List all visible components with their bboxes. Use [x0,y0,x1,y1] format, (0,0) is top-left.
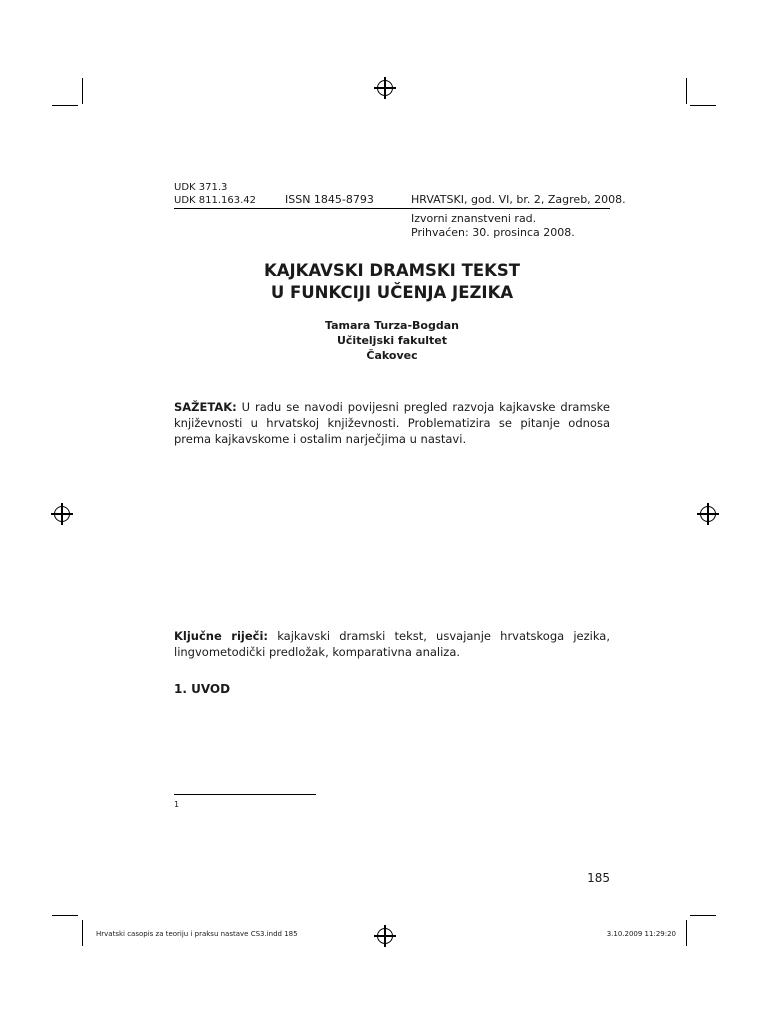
keywords-label: Ključne riječi: [174,629,269,643]
footnote-rule [174,794,316,795]
article-title [174,260,610,304]
title-line: U FUNKCIJI UČENJA JEZIKA [270,283,514,302]
registration-mark-icon [54,506,70,522]
abstract-text: U radu se navodi povijesni pregled razvoja kajkavske dramske književnosti u hrvatskoj književnosti. Problematizira se pitanje odnosa prema kajkavskome i ostalim narječjima u nastavi. [174,400,610,447]
registration-mark-icon [377,80,393,96]
author-name: Tamara Turza-Bogdan [325,319,459,332]
abstract [174,399,610,447]
section-heading: 1. UVOD [174,682,231,696]
crop-mark [82,920,83,946]
title-line: KAJKAVSKI DRAMSKI TEKST [263,261,521,280]
footnote-marker: 1 [174,800,180,809]
crop-mark [690,915,716,916]
keywords-text: kajkavski dramski tekst, usvajanje hrvatskoga jezika, lingvometodički predložak, komparativna analiza. [174,629,610,660]
accepted-date: Prihvaćen: 30. prosinca 2008. [411,226,575,239]
affiliation-city: Čakovec [366,349,418,362]
author-block [174,318,610,363]
crop-mark [52,915,78,916]
crop-mark [82,78,83,104]
registration-mark-icon [700,506,716,522]
affiliation: Učiteljski fakultet [336,334,448,347]
crop-mark [686,78,687,104]
article-type: Izvorni znanstveni rad. [411,212,537,225]
crop-mark [690,105,716,106]
page-number: 185 [587,871,610,885]
footer-timestamp: 3.10.2009 11:29:20 [606,930,676,938]
udk-code: UDK 811.163.42 [174,195,257,206]
abstract-label: SAŽETAK: [174,400,237,414]
keywords [174,628,610,660]
header-rule [174,208,610,209]
udk-code: UDK 371.3 [174,182,228,193]
crop-mark [686,920,687,946]
issn: ISSN 1845-8793 [285,193,374,206]
registration-mark-icon [377,928,393,944]
crop-mark [52,105,78,106]
journal-info: HRVATSKI, god. VI, br. 2, Zagreb, 2008. [411,193,626,206]
footer-slug: Hrvatski casopis za teoriju i praksu nastave CS3.indd 185 [96,930,298,938]
